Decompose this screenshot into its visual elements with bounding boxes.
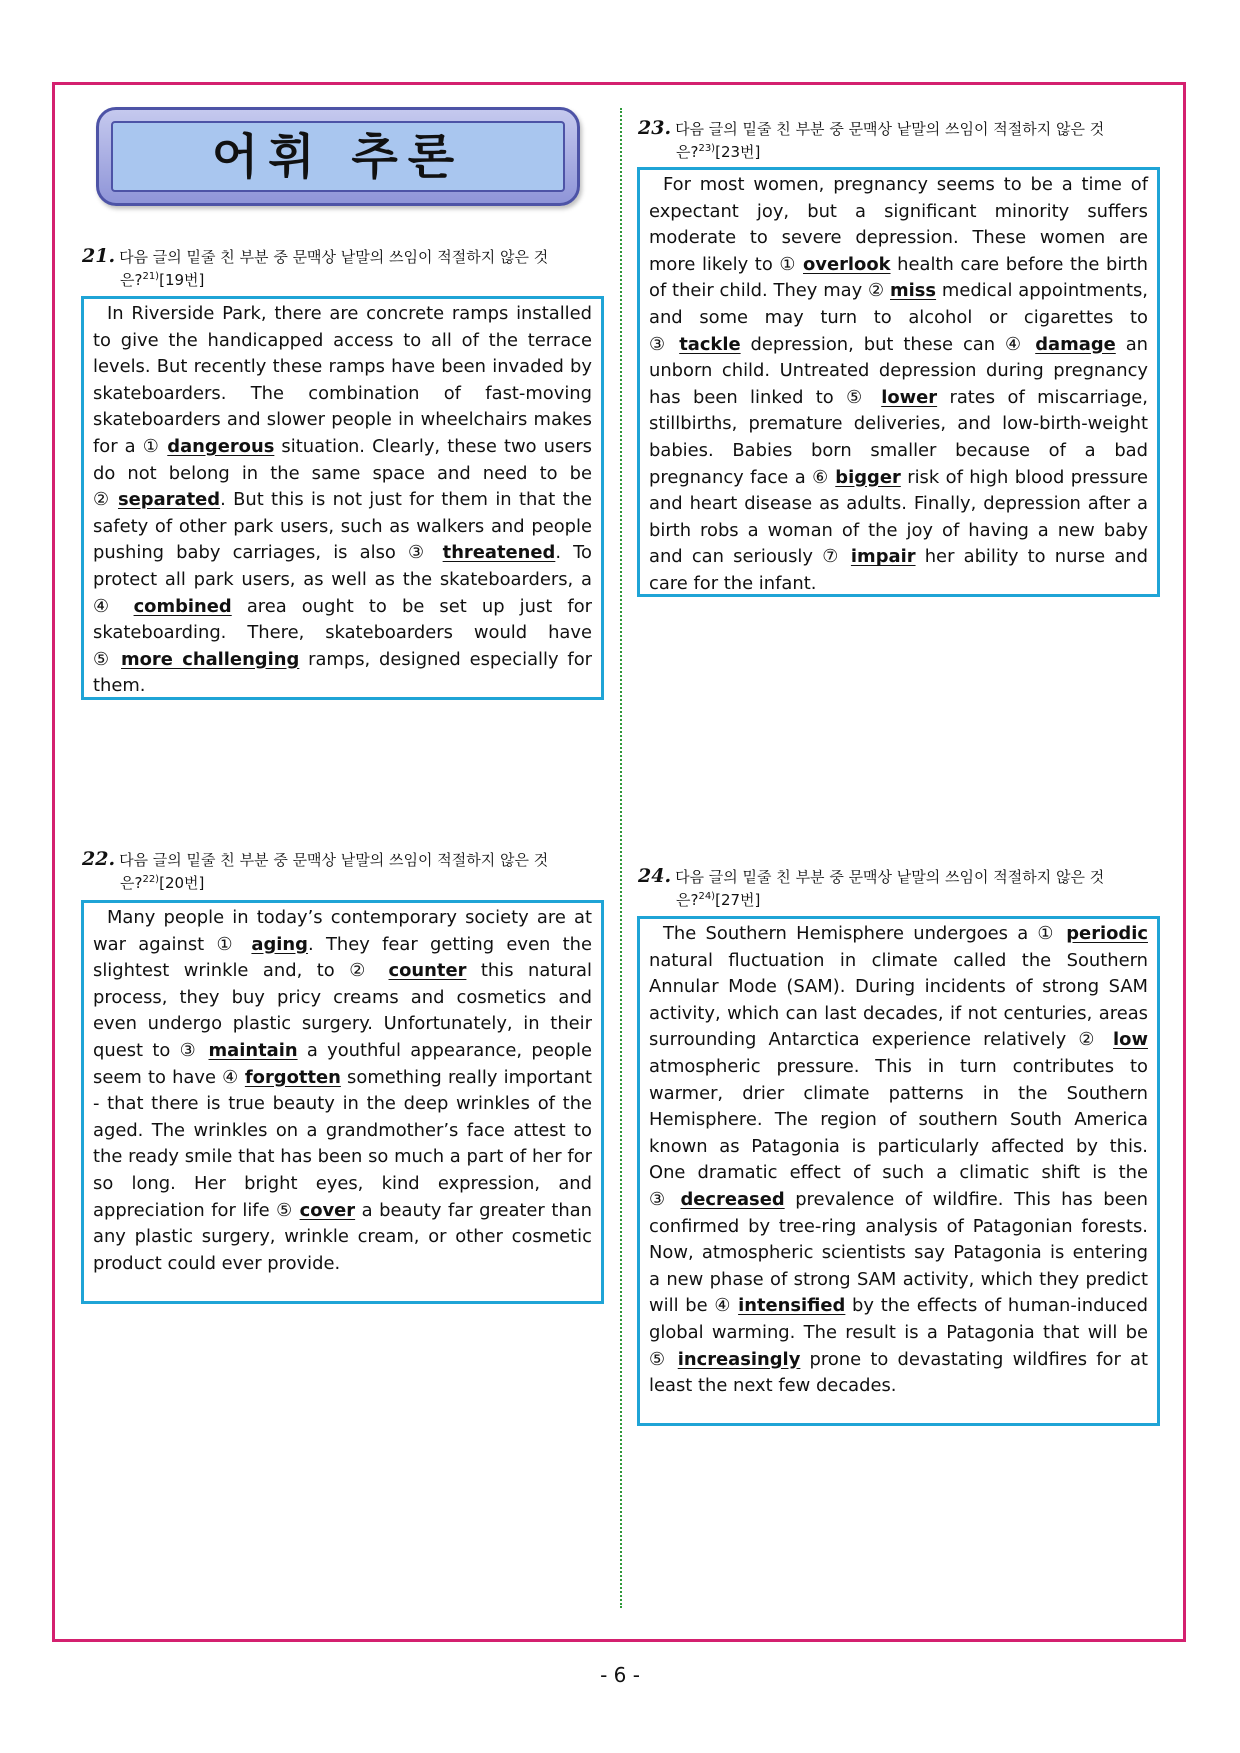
passage-text: [649, 172, 1148, 598]
footnote-marker: 22): [142, 874, 160, 885]
choice-marker: ②: [93, 489, 119, 511]
passage-box: [637, 167, 1160, 597]
choice-marker: ④: [1005, 333, 1036, 355]
passage-box: [81, 900, 604, 1304]
underlined-word: decreased: [680, 1188, 785, 1210]
choice-marker: ④: [714, 1295, 739, 1317]
passage-segment: a beauty far greater than any plastic surgery, wrinkle cream, or other cosmetic product could ever provide.: [93, 1199, 592, 1274]
underlined-word: lower: [881, 386, 938, 408]
choice-marker: ⑤: [649, 1348, 678, 1370]
passage-segment: For most women, pregnancy seems to be a time of expectant joy, but a significant minority suffers moderate to severe depression. These women are more likely to: [649, 174, 1148, 275]
passage-segment: rates of miscarriage, stillbirths, premature deliveries, and low-birth-weight babies. Babies born smaller because of a bad pregnancy face a: [649, 386, 1148, 488]
question-source: [20번]: [159, 874, 205, 892]
passage-segment: In Riverside Park, there are concrete ramps installed to give the handicapped access to all of the terrace levels. But recently these ramps have been invaded by skateboarders. The combination of fast-moving skateboarders and slower people in wheelchairs makes for a: [93, 303, 592, 457]
question-prompt-end: 은?: [676, 891, 699, 909]
passage-segment: atmospheric pressure. This in turn contributes to warmer, drier climate patterns in the Southern Hemisphere. The region of southern South America known as Patagonia is particularly affected by this. One dramatic effect of such a climatic shift is the: [649, 1055, 1148, 1184]
underlined-word: intensified: [738, 1295, 846, 1317]
underlined-word: forgotten: [244, 1066, 341, 1088]
question-number: 22.: [82, 848, 116, 870]
underlined-word: maintain: [208, 1039, 298, 1061]
underlined-word: aging: [251, 933, 308, 955]
passage-box: [637, 916, 1160, 1426]
question-number: 21.: [82, 245, 116, 267]
passage-segment: . To protect all park users, as well as the skateboarders, a: [93, 542, 592, 590]
choice-marker: ②: [868, 280, 890, 302]
passage-text: [93, 301, 592, 700]
question-header: [638, 866, 1162, 910]
underlined-word: separated: [118, 489, 221, 511]
passage-segment: ramps, designed especially for them.: [93, 648, 592, 697]
passage-segment: by the effects of human-induced global warming. The result is a Patagonia that will be: [649, 1295, 1148, 1343]
underlined-word: dangerous: [167, 435, 275, 457]
passage-segment: area ought to be set up just for skateboarding. There, skateboarders would have: [93, 595, 592, 644]
section-title-banner: [96, 107, 580, 206]
question-prompt-end: 은?: [120, 271, 143, 289]
question-prompt-end: 은?: [120, 874, 143, 892]
question-prompt: 다음 글의 밑줄 친 부분 중 문맥상 낱말의 쓰임이 적절하지 않은 것: [119, 851, 549, 869]
choice-marker: ①: [1037, 923, 1067, 944]
question-header: [82, 849, 606, 893]
footnote-marker: 23): [698, 143, 716, 154]
underlined-word: counter: [388, 960, 467, 982]
underlined-word: threatened: [442, 542, 556, 564]
passage-segment: a youthful appearance, people seem to have: [93, 1039, 592, 1088]
passage-segment: medical appointments, and some may turn to alcohol or cigarettes to: [649, 280, 1148, 328]
choice-marker: ①: [779, 253, 803, 275]
question-prompt: 다음 글의 밑줄 친 부분 중 문맥상 낱말의 쓰임이 적절하지 않은 것: [675, 868, 1105, 886]
passage-segment: prone to devastating wildfires for at least the next few decades.: [649, 1348, 1148, 1397]
passage-box: [81, 296, 604, 700]
underlined-word: miss: [890, 280, 937, 302]
passage-segment: natural fluctuation in climate called the Southern Annular Mode (SAM). During incidents of strong SAM activity, which can last decades, if not centuries, areas surrounding Antarctica experience relatively: [649, 949, 1148, 1051]
passage-segment: health care before the birth of their child. They may: [649, 253, 1149, 302]
page-number: - 6 -: [600, 1663, 640, 1687]
passage-segment: risk of high blood pressure and heart disease as adults. Finally, depression after a birth robs a woman of the joy of having a new baby and can seriously: [649, 466, 1148, 568]
passage-segment: . They fear getting even the slightest wrinkle and, to: [93, 933, 592, 982]
choice-marker: ⑤: [276, 1199, 300, 1221]
question-header: [638, 118, 1162, 162]
passage-segment: Many people in today’s contemporary society are at war against: [93, 907, 592, 955]
choice-marker: ④: [93, 595, 134, 617]
passage-segment: her ability to nurse and care for the infant.: [649, 546, 1148, 594]
choice-marker: ⑤: [93, 648, 121, 670]
section-title-inner: [111, 121, 565, 192]
underlined-word: damage: [1035, 333, 1116, 355]
choice-marker: ③: [408, 542, 443, 564]
question-number: 23.: [638, 117, 672, 139]
passage-segment: The Southern Hemisphere undergoes a: [663, 923, 1038, 944]
section-title: 어휘 추론: [211, 128, 465, 185]
underlined-word: increasingly: [677, 1348, 801, 1370]
passage-segment: this natural process, they buy pricy creams and cosmetics and even undergo plastic surgery. Unfortunately, in their quest to: [93, 960, 592, 1061]
question-source: [23번]: [715, 143, 761, 161]
choice-marker: ②: [349, 960, 389, 982]
question-source: [19번]: [159, 271, 205, 289]
underlined-word: combined: [133, 595, 232, 617]
passage-segment: something really important - that there is true beauty in the deep wrinkles of the aged. The wrinkles on a grandmother’s face attest to the ready smile that has been so much a part of her for so long. Her bright eyes, kind expression, and appreciation for life: [93, 1066, 592, 1221]
underlined-word: cover: [299, 1199, 356, 1221]
passage-segment: an unborn child. Untreated depression during pregnancy has been linked to: [649, 333, 1149, 408]
question-prompt: 다음 글의 밑줄 친 부분 중 문맥상 낱말의 쓰임이 적절하지 않은 것: [119, 248, 549, 266]
underlined-word: tackle: [679, 333, 741, 355]
choice-marker: ①: [216, 933, 252, 955]
choice-marker: ①: [142, 435, 168, 457]
passage-text: [649, 921, 1148, 1400]
choice-marker: ⑤: [846, 386, 882, 408]
passage-segment: situation. Clearly, these two users do not belong in the same space and need to be: [93, 435, 592, 484]
question-source: [27번]: [715, 891, 761, 909]
choice-marker: ⑥: [812, 466, 836, 488]
question-prompt-end: 은?: [676, 143, 699, 161]
underlined-word: periodic: [1066, 923, 1148, 944]
footnote-marker: 24): [698, 891, 716, 902]
passage-text: [93, 905, 592, 1277]
choice-marker: ③: [649, 333, 680, 355]
choice-marker: ④: [222, 1066, 245, 1088]
underlined-word: more challenging: [121, 648, 300, 670]
question-prompt: 다음 글의 밑줄 친 부분 중 문맥상 낱말의 쓰임이 적절하지 않은 것: [675, 120, 1105, 138]
underlined-word: impair: [850, 546, 916, 568]
passage-segment: . But this is not just for them in that the safety of other park users, such as walkers and people pushing baby carriages, is also: [93, 489, 592, 564]
choice-marker: ③: [179, 1039, 209, 1061]
question-header: [82, 246, 606, 290]
underlined-word: low: [1113, 1029, 1148, 1051]
choice-marker: ③: [649, 1188, 681, 1210]
footnote-marker: 21): [142, 271, 160, 282]
passage-segment: depression, but these can: [740, 333, 1006, 355]
passage-segment: prevalence of wildfire. This has been confirmed by tree-ring analysis of Patagonian forests. Now, atmospheric scientists say Patagonia is entering a new phase of strong SAM activity, which they predict will be: [649, 1188, 1148, 1317]
underlined-word: bigger: [835, 466, 901, 488]
column-divider: [620, 108, 622, 1608]
underlined-word: overlook: [803, 253, 891, 275]
choice-marker: ⑦: [822, 546, 851, 568]
choice-marker: ②: [1078, 1029, 1114, 1051]
question-number: 24.: [638, 865, 672, 887]
